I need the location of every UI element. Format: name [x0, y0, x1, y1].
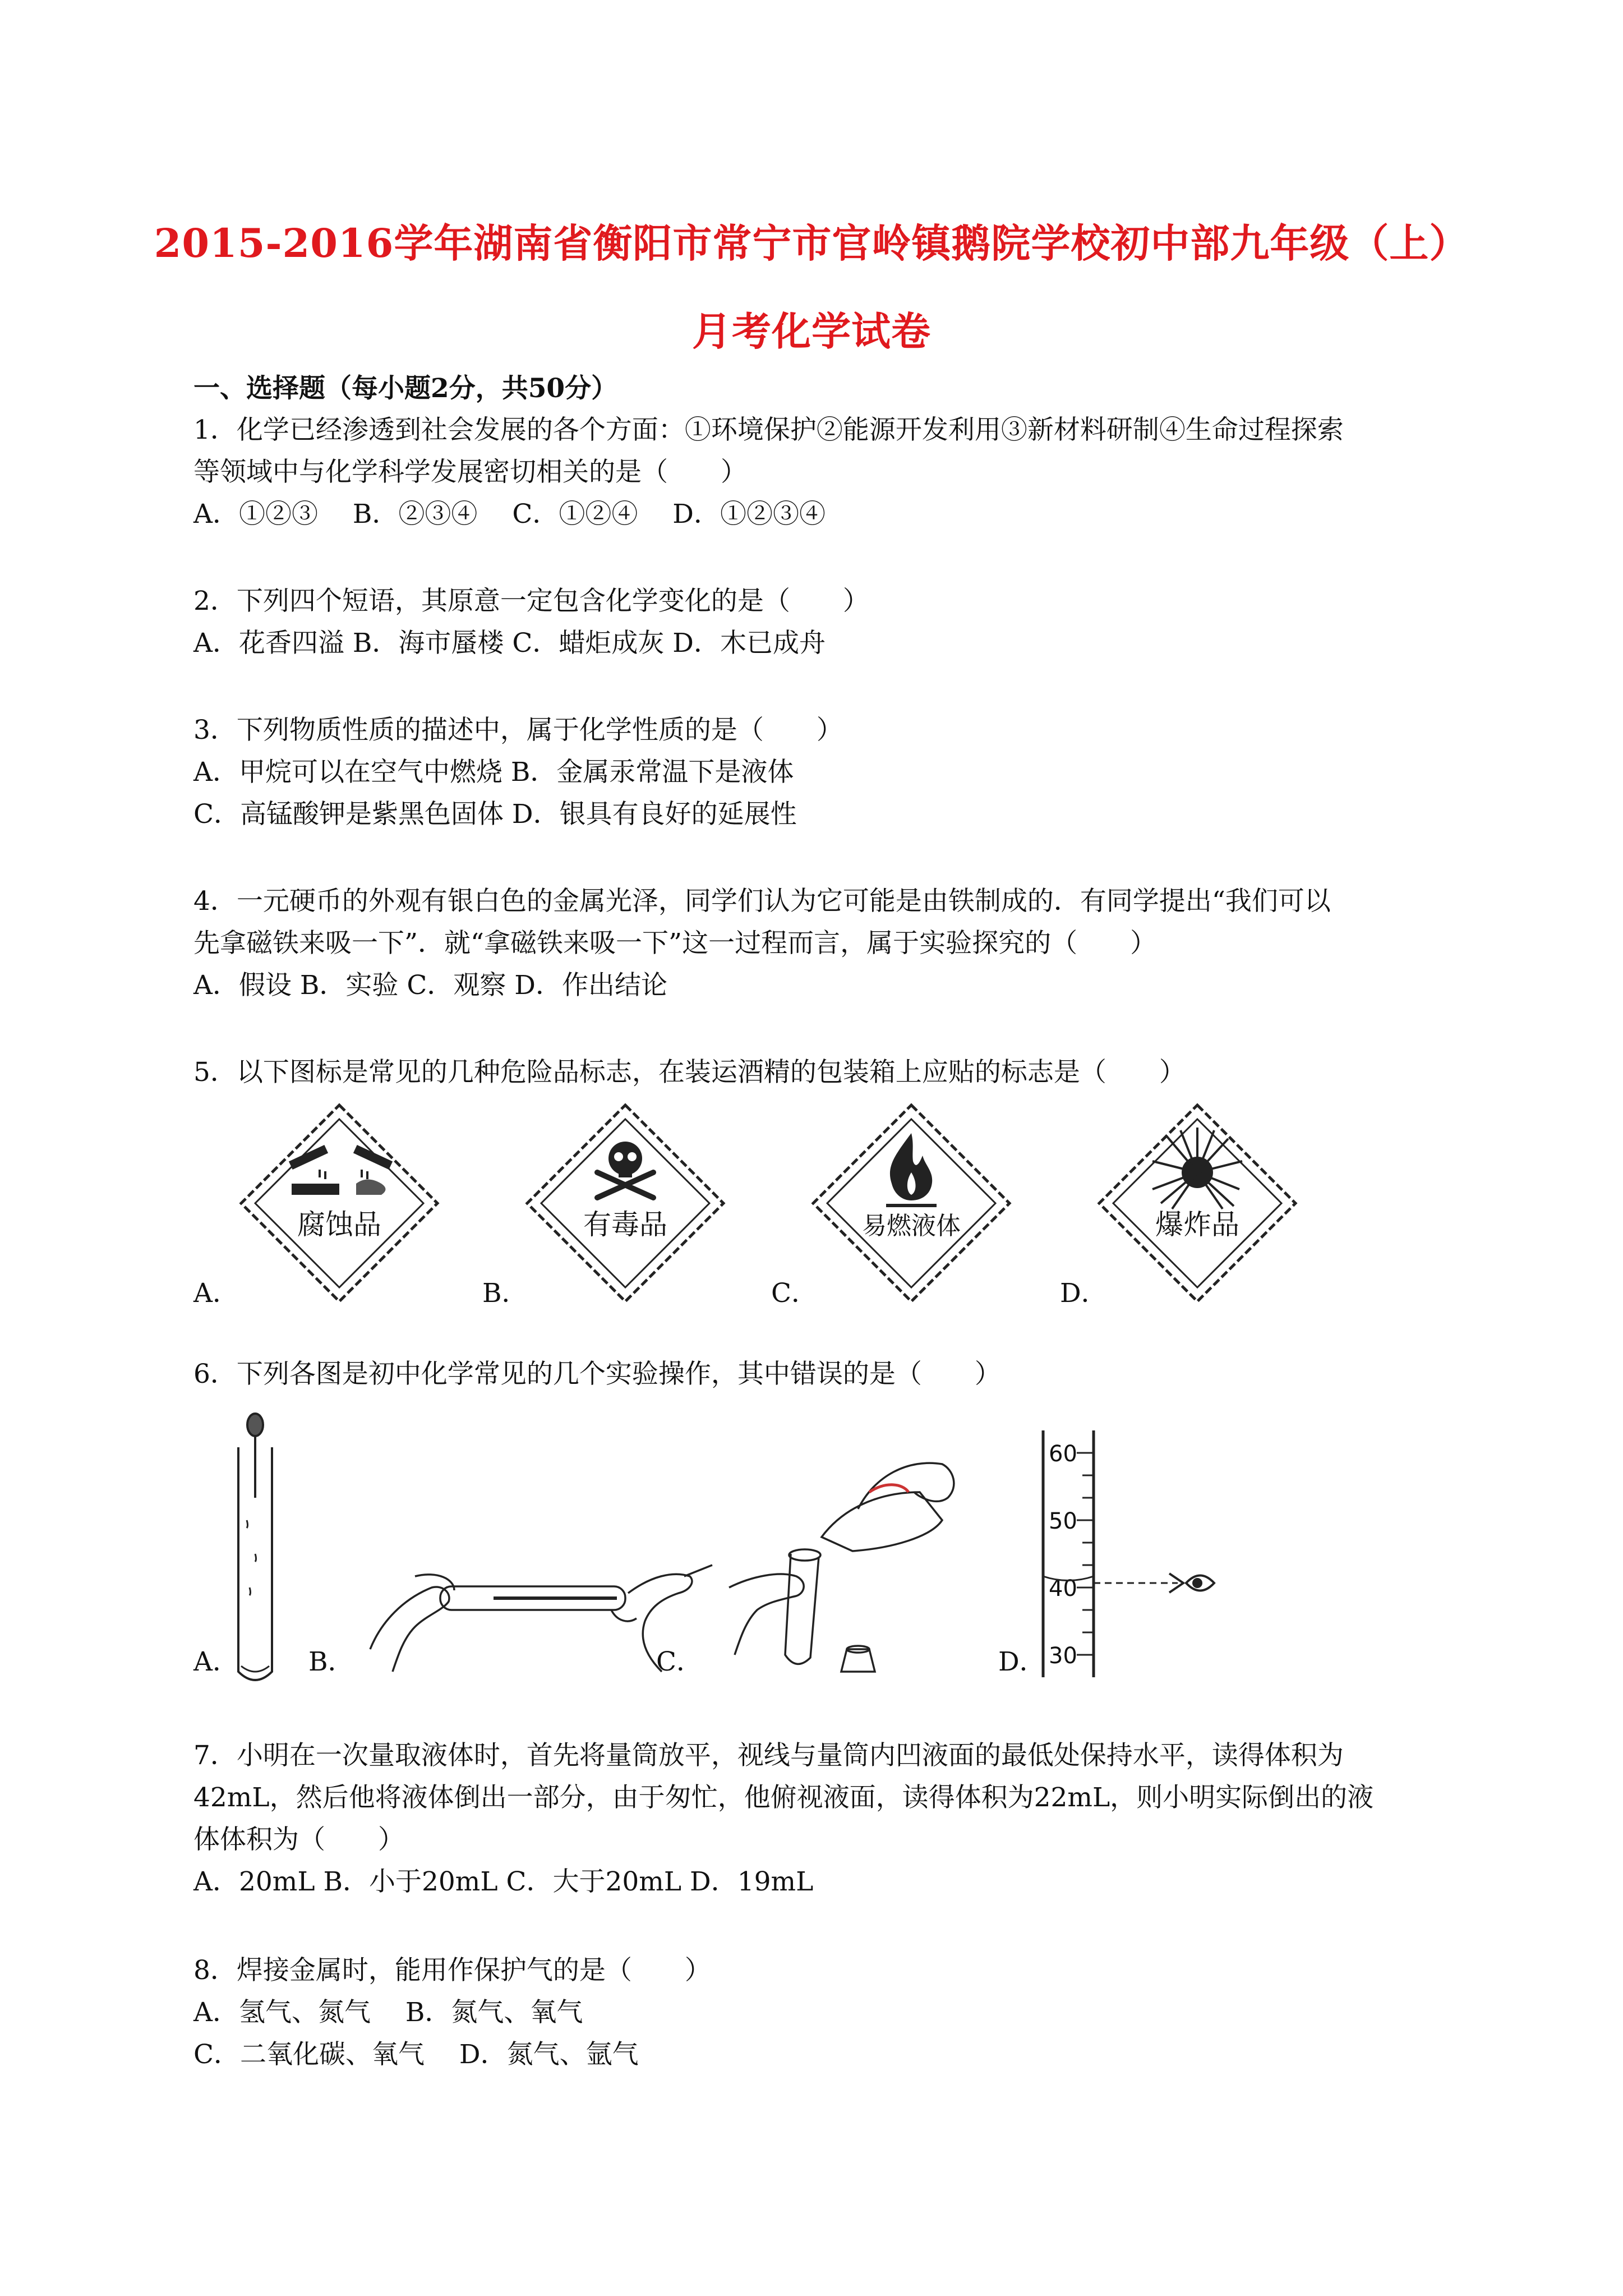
q6-option-b: B． [308, 1646, 354, 1677]
q3-options-line1: A．甲烷可以在空气中燃烧 B．金属汞常温下是液体 [193, 757, 794, 788]
eye-icon [1186, 1576, 1214, 1591]
q1-stem-line2: 等领域中与化学科学发展密切相关的是（ ） [193, 457, 747, 487]
q2-options: A．花香四溢 B．海市蜃楼 C．蜡炬成灰 D．木已成舟 [193, 628, 826, 659]
q6-option-c: C． [656, 1646, 703, 1677]
scale-30: 30 [1049, 1643, 1077, 1669]
lab-operations-figure [224, 1408, 1245, 1688]
q5-stem: 5．以下图标是常见的几种危险品标志，在装运酒精的包装箱上应贴的标志是（ ） [193, 1057, 1186, 1088]
explosive-sign [1099, 1105, 1295, 1301]
corrosive-label: 腐蚀品 [297, 1208, 381, 1241]
q6-option-a: A． [193, 1646, 239, 1677]
exam-title-line2: 月考化学试卷 [692, 308, 931, 355]
q4-stem-line1: 4．一元硬币的外观有银白色的金属光泽，同学们认为它可能是由铁制成的．有同学提出“我们可以 [193, 886, 1331, 917]
q7-options: A．20mL B．小于20mL C．大于20mL D．19mL [193, 1866, 814, 1897]
q1-options: A．①②③ B．②③④ C．①②④ D．①②③④ [193, 499, 826, 530]
flammable-label: 易燃液体 [862, 1212, 961, 1240]
q4-options: A．假设 B．实验 C．观察 D．作出结论 [193, 970, 667, 1001]
q4-stem-line2: 先拿磁铁来吸一下”．就“拿磁铁来吸一下”这一过程而言，属于实验探究的（ ） [193, 928, 1157, 959]
q5-option-c: C． [771, 1278, 818, 1309]
q8-options-line2: C．二氧化碳、氧气 D．氮气、氩气 [193, 2039, 639, 2070]
q5-option-a: A． [193, 1278, 239, 1309]
q8-stem: 8．焊接金属时，能用作保护气的是（ ） [193, 1955, 711, 1986]
corrosive-sign [241, 1105, 437, 1301]
q8-options-line1: A．氢气、氮气 B．氮气、氧气 [193, 1997, 583, 2028]
toxic-sign [527, 1105, 723, 1301]
exam-title-line1: 2015-2016学年湖南省衡阳市常宁市官岭镇鹅院学校初中部九年级（上） [154, 220, 1469, 266]
q3-stem: 3．下列物质性质的描述中，属于化学性质的是（ ） [193, 715, 843, 746]
q1-stem-line1: 1．化学已经渗透到社会发展的各个方面：①环境保护②能源开发利用③新材料研制④生命过程探索 [193, 415, 1344, 445]
q6-option-d: D． [998, 1646, 1046, 1677]
q6-stem: 6．下列各图是初中化学常见的几个实验操作，其中错误的是（ ） [193, 1359, 1001, 1389]
scale-60: 60 [1049, 1441, 1077, 1467]
q7-stem-line2: 42mL，然后他将液体倒出一部分，由于匆忙，他俯视液面，读得体积为22mL，则小明实际倒出的液 [193, 1782, 1374, 1813]
scale-40: 40 [1049, 1576, 1077, 1602]
q2-stem: 2．下列四个短语，其原意一定包含化学变化的是（ ） [193, 586, 869, 616]
q3-options-line2: C．高锰酸钾是紫黑色固体 D．银具有良好的延展性 [193, 799, 797, 830]
flammable-sign [813, 1105, 1009, 1301]
q7-stem-line1: 7．小明在一次量取液体时，首先将量筒放平，视线与量筒内凹液面的最低处保持水平，读得体积为 [193, 1740, 1344, 1771]
q5-option-b: B． [482, 1278, 528, 1309]
pouring-liquid-image [729, 1463, 954, 1672]
toxic-label: 有毒品 [583, 1208, 667, 1241]
graduated-cylinder-image [1043, 1430, 1214, 1677]
scale-50: 50 [1049, 1508, 1077, 1534]
q7-stem-line3: 体体积为（ ） [193, 1824, 404, 1855]
q5-option-d: D． [1060, 1278, 1108, 1309]
explosive-label: 爆炸品 [1155, 1208, 1239, 1241]
section-heading: 一、选择题（每小题2分，共50分） [193, 373, 618, 404]
dropper-in-tube-image [238, 1414, 272, 1680]
